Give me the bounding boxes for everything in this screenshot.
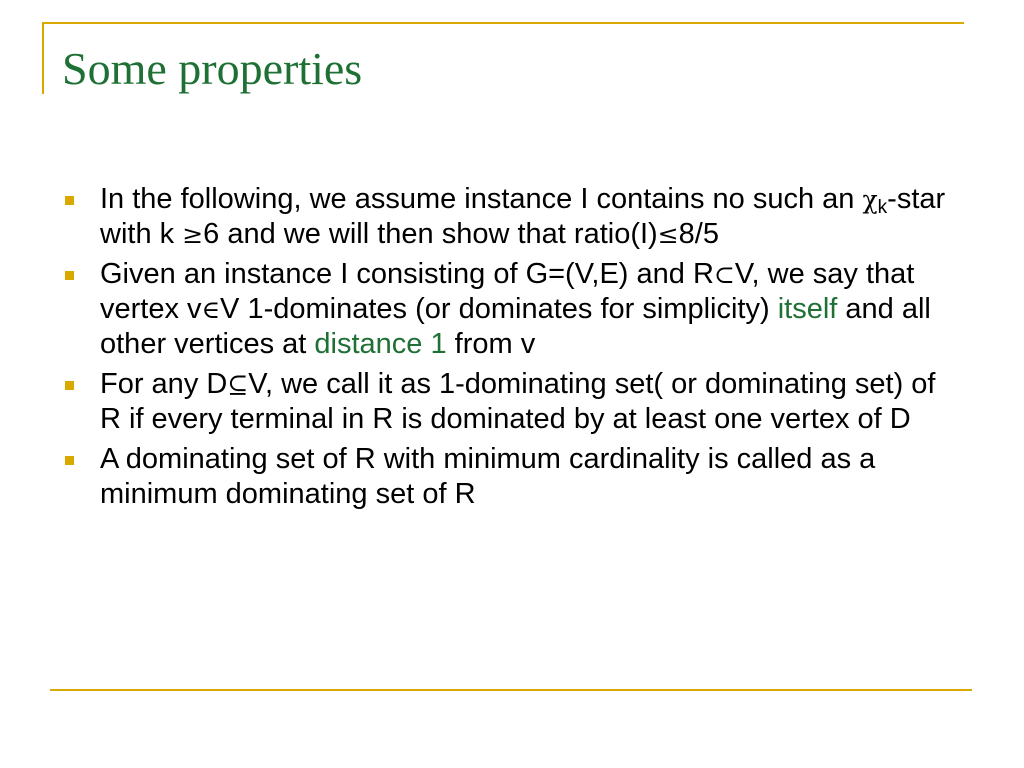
bullet-dominates-definition <box>62 257 952 362</box>
bullet-text: from v <box>446 328 536 360</box>
bullet-list <box>62 182 952 517</box>
geq-symbol: ≥ <box>182 220 204 249</box>
top-rule <box>42 22 964 24</box>
bullet-marker <box>65 271 74 280</box>
bullet-text: For any D <box>100 368 228 400</box>
bullet-marker <box>65 456 74 465</box>
bullet-marker <box>65 196 74 205</box>
highlight-itself: itself <box>777 293 838 325</box>
subseteq-symbol: ⊆ <box>227 370 249 399</box>
highlight-distance: distance 1 <box>314 328 447 360</box>
bullet-text: A dominating set of R with minimum cardinality is called as a minimum dominating set of R <box>100 443 876 510</box>
bullet-text: -star with k <box>100 183 946 250</box>
bullet-text: V, we call it as 1-dominating set( or dominating set) of R if every terminal in R is dominated by at least one vertex of D <box>100 368 936 435</box>
bullet-text: In the following, we assume instance I contains no such an <box>100 183 863 215</box>
slide-title: Some properties <box>62 43 363 94</box>
subset-symbol: ⊂ <box>713 260 735 289</box>
subscript-k: k <box>877 197 888 218</box>
element-of-symbol: ∈ <box>201 295 221 324</box>
chi-symbol: χ <box>862 185 878 214</box>
bullet-text: 6 and we will then show that ratio(I) <box>203 218 658 250</box>
bottom-rule <box>50 689 972 691</box>
bullet-text: V, we say that vertex v <box>100 258 915 325</box>
bullet-text: Given an instance I consisting of G=(V,E) and R <box>100 258 714 290</box>
bullet-text: and all other vertices at <box>100 293 931 360</box>
leq-symbol: ≤ <box>657 220 679 249</box>
bullet-marker <box>65 381 74 390</box>
left-rule <box>42 22 44 94</box>
bullet-dominating-set <box>62 367 952 437</box>
bullet-text: V 1-dominates (or dominates for simplicity) <box>220 293 778 325</box>
bullet-minimum-dominating-set <box>62 442 952 512</box>
bullet-text: 8/5 <box>678 218 719 250</box>
bullet-assumption <box>62 182 952 252</box>
